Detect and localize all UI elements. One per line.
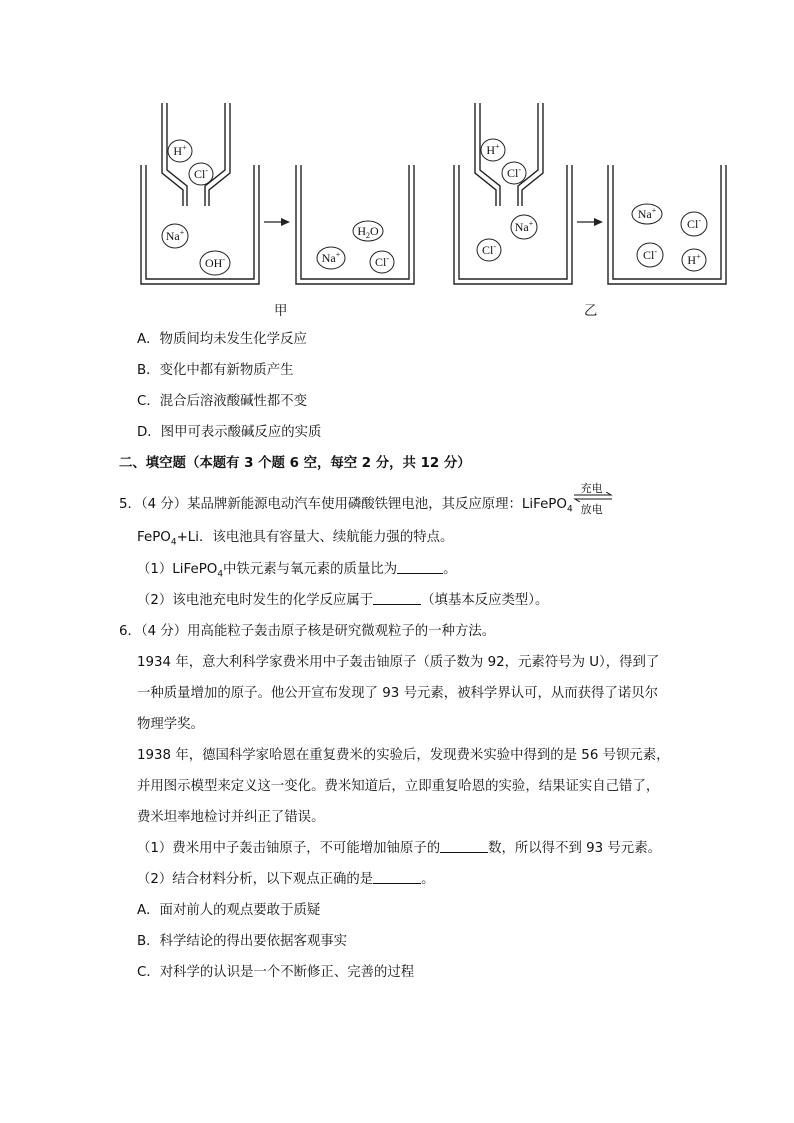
section-heading: 二、填空题（本题有 3 个题 6 空，每空 2 分，共 12 分） — [119, 456, 471, 471]
ion-cl-minus: Cl- — [374, 254, 390, 269]
ion-reaction-figure — [0, 0, 794, 300]
q6-option-a: A．面对前人的观点要敢于质疑 — [137, 903, 321, 918]
answer-blank[interactable] — [373, 871, 421, 884]
ion-oh-minus: OH- — [204, 255, 226, 270]
q6-option-b: B．科学结论的得出要依据客观事实 — [137, 934, 348, 949]
q5-sub2: （2）该电池充电时发生的化学反应属于 （填基本反应类型）。 — [137, 593, 549, 608]
q4-option-b: B．变化中都有新物质产生 — [137, 363, 294, 378]
jia-right-beaker — [296, 165, 414, 284]
ion-cl-minus: Cl- — [481, 242, 497, 257]
q6-paragraph1-line3: 物理学奖。 — [137, 717, 204, 732]
ion-na-plus: Na+ — [514, 219, 534, 234]
ion-na-plus: Na+ — [637, 206, 657, 221]
yi-arrow-icon — [577, 218, 603, 226]
q6-paragraph1-line1: 1934 年，意大利科学家费米用中子轰击铀原子（质子数为 92，元素符号为 U），得到了 — [137, 655, 660, 670]
q6-paragraph2-line1: 1938 年，德国科学家哈恩在重复费米的实验后，发现费米实验中得到的是 56 号钡元素， — [137, 748, 670, 763]
ion-na-plus: Na+ — [321, 250, 341, 265]
ion-cl-minus: Cl- — [686, 216, 702, 231]
q6-sub1: （1）费米用中子轰击铀原子，不可能增加铀原子的 数，所以得不到 93 号元素。 — [137, 841, 661, 856]
q6-option-c: C．对科学的认识是一个不断修正、完善的过程 — [137, 965, 415, 980]
q6-stem: 6．（4 分）用高能粒子轰击原子核是研究微观粒子的一种方法。 — [119, 624, 496, 639]
q6-paragraph1-line2: 一种质量增加的原子。他公开宣布发现了 93 号元素，被科学界认可，从而获得了诺贝尔 — [137, 686, 659, 701]
ion-cl-minus: Cl- — [642, 247, 658, 262]
q5-stem: 5．（4 分）某品牌新能源电动汽车使用磷酸铁锂电池，其反应原理：LiFePO$_4$ 充电 放电 — [119, 490, 613, 514]
q6-paragraph2-line2: 并用图示模型来定义这一变化。费米知道后，立即重复哈恩的实验，结果证实自己错了， — [137, 779, 660, 794]
ion-cl-minus: Cl- — [506, 165, 522, 180]
answer-blank[interactable] — [440, 840, 488, 853]
q6-paragraph2-line3: 费米坦率地检讨并纠正了错误。 — [137, 810, 325, 825]
ion-h-plus: H+ — [173, 143, 187, 158]
q4-option-d: D．图甲可表示酸碱反应的实质 — [137, 425, 322, 440]
ion-na-plus: Na+ — [165, 228, 185, 243]
answer-blank[interactable] — [373, 592, 421, 605]
q4-option-c: C．混合后溶液酸碱性都不变 — [137, 394, 308, 409]
ion-h-plus: H+ — [687, 252, 701, 267]
figure-label-jia: 甲 — [274, 304, 288, 319]
ion-h-plus: H+ — [486, 142, 500, 157]
reversible-arrow: 充电 放电 — [573, 490, 613, 508]
molecule-h2o: $H_2O$ — [357, 224, 379, 240]
q4-option-a: A．物质间均未发生化学反应 — [137, 332, 307, 347]
q6-sub2: （2）结合材料分析，以下观点正确的是 。 — [137, 872, 435, 887]
yi-right-beaker — [608, 165, 726, 284]
answer-blank[interactable] — [397, 561, 443, 574]
q5-sub1: （1）LiFePO$_4$中铁元素与氧元素的质量比为 。 — [137, 562, 457, 580]
figure-label-yi: 乙 — [584, 304, 598, 319]
q5-products: FePO$_4$+Li．该电池具有容量大、续航能力强的特点。 — [137, 530, 454, 548]
jia-arrow-icon — [264, 218, 290, 226]
ion-cl-minus: Cl- — [193, 166, 209, 181]
